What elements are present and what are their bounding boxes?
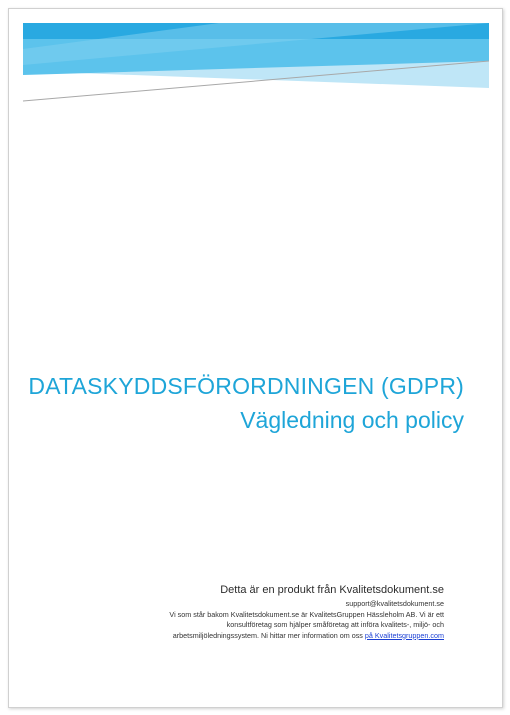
description-line-2: konsultföretag som hjälper småföretag att införa kvalitets-, miljö- och — [226, 620, 444, 630]
description-line-3-text: arbetsmiljöledningssystem. Ni hittar mer information om oss — [172, 630, 365, 640]
description-line-3 — [114, 631, 444, 641]
support-email: support@kvalitetsdokument.se — [345, 599, 444, 608]
company-description — [114, 610, 444, 641]
document-subtitle: Vägledning och policy — [240, 407, 464, 433]
kvalitetsgruppen-link[interactable]: på Kvalitetsgruppen.com — [364, 630, 444, 640]
footer-info — [114, 584, 444, 641]
header-banner — [9, 9, 502, 109]
description-line-1: Vi som står bakom Kvalitetsdokument.se är KvalitetsGruppen Hässleholm AB. Vi är ett — [169, 610, 444, 619]
document-title: DATASKYDDSFÖRORDNINGEN (GDPR) — [28, 373, 464, 399]
document-page — [8, 8, 503, 708]
product-line: Detta är en produkt från Kvalitetsdokument.se — [220, 584, 444, 596]
